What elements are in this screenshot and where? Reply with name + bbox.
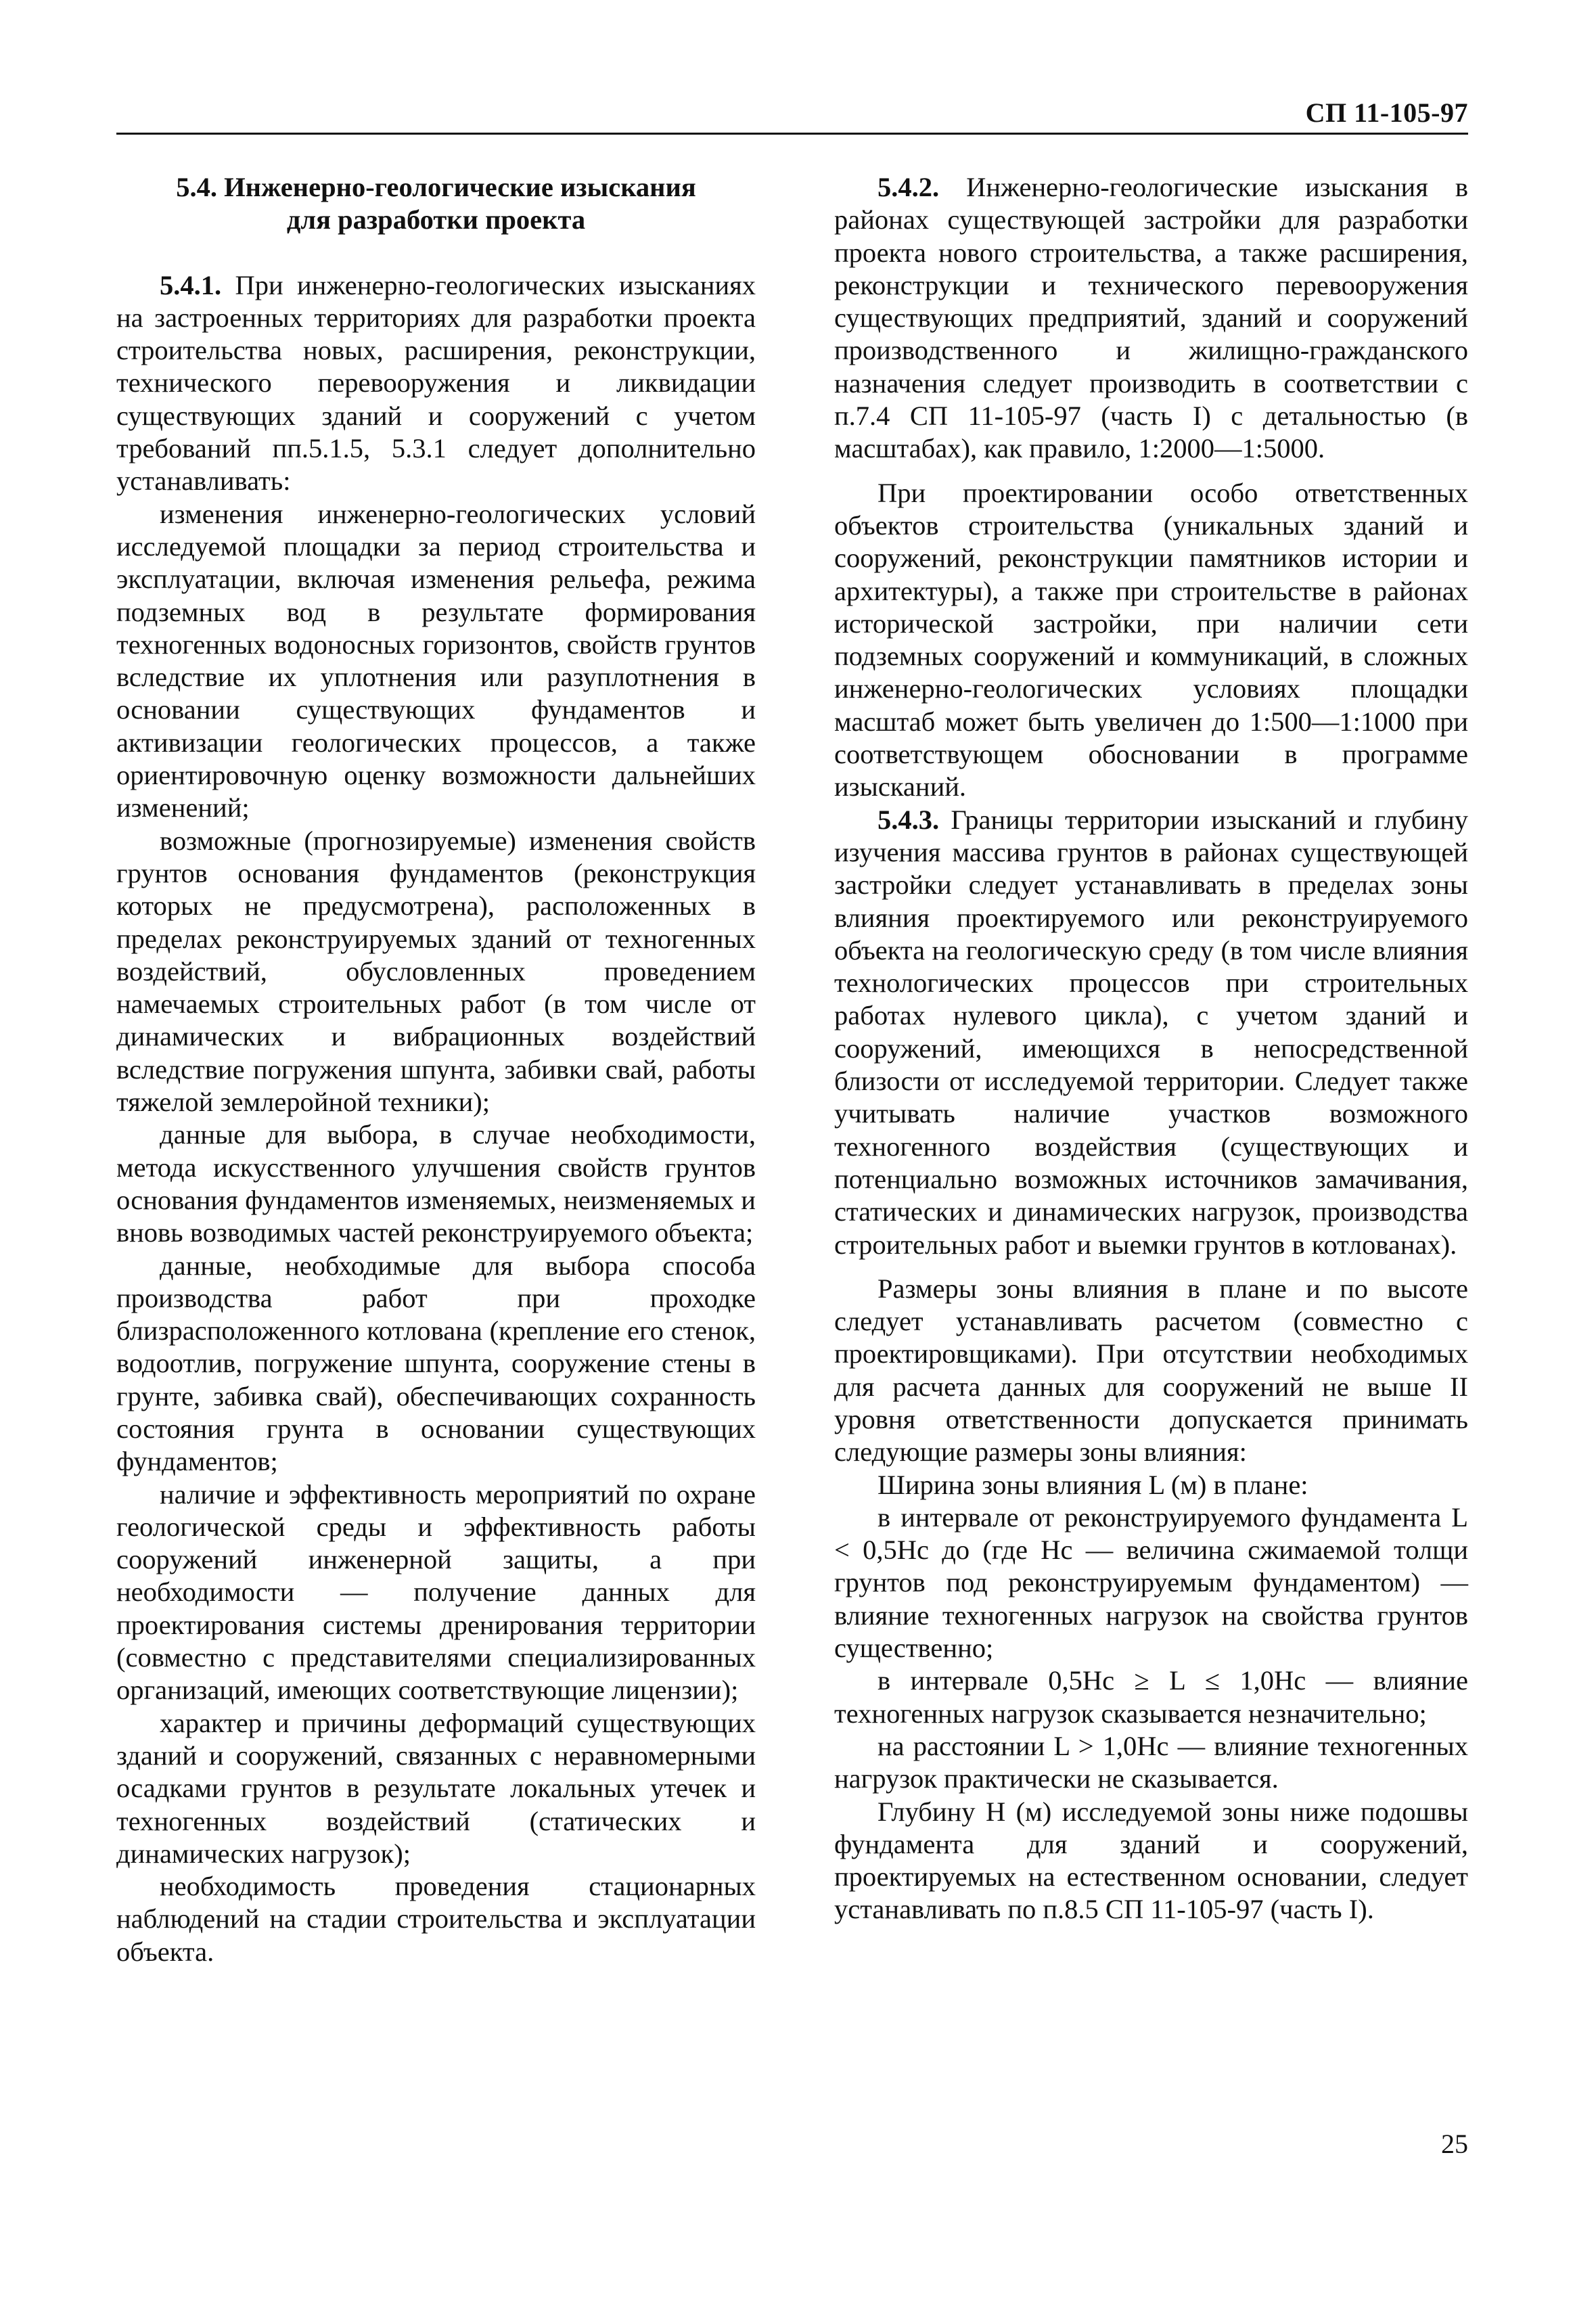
section-heading-line-1: 5.4. Инженерно-геологические изыскания [176,172,696,202]
clause-number: 5.4.1. [160,269,222,300]
right-column [834,171,1468,1926]
list-item-deformation-causes: характер и причины деформаций существующих зданий и сооружений, связанных с неравномерными осадками грунтов в результате локальных утечек и техногенных воздействий (статических и динамических нагрузок); [116,1707,756,1869]
clause-number: 5.4.3. [877,804,940,835]
list-item-excavation-method-data: данные, необходимые для выбора способа производства работ при проходке близрасположенного котлована (крепление его стенок, водоотлив, погружение шпунта, сооружение стены в грунте, забивка свай), обеспечивающих сохранность состояния грунта в основании существующих фундаментов; [116,1250,756,1477]
list-item-soil-property-changes: возможные (прогнозируемые) изменения свойств грунтов основания фундаментов (реконструкция которых не предусмотрена), расположенных в пределах реконструируемых зданий от техногенных воздействий, обусловленных проведением намечаемых строительных работ (в том числе от динамических и вибрационных воздействий вследствие погружения шпунта, забивки свай, работы тяжелой землеройной техники); [116,825,756,1118]
clause-number: 5.4.2. [877,172,940,202]
paragraph-5-4-2 [834,171,1468,466]
paragraph-interval-minor: в интервале 0,5Hc ≥ L ≤ 1,0Hc — влияние техногенных нагрузок сказывается незначительно; [834,1665,1468,1729]
list-item-conditions-changes: изменения инженерно-геологических условий исследуемой площадки за период строительства и эксплуатации, включая изменения рельефа, режима подземных вод в результате формирования техногенных водоносных горизонтов, свойств грунтов вследствие их уплотнения или разуплотнения в основании существующих фундаментов и активизации геологических процессов, а также ориентировочную оценку возможности дальнейших изменений; [116,498,756,823]
paragraph-5-4-3 [834,804,1468,1261]
paragraph-influence-zone-size: Размеры зоны влияния в плане и по высоте следует устанавливать расчетом (совместно с проектировщиками). При отсутствии необходимых для расчета данных для сооружений не выше II уровня ответственности допускается принимать следующие размеры зоны влияния: [834,1273,1468,1468]
paragraph-text: Инженерно-геологические изыскания в районах существующей застройки для разработки проекта нового строительства, а также расширения, реконструкции и технического перевооружения существующих предприятий, зданий и сооружений производственного и жилищно-гражданского назначения следует производить в соответствии с п.7.4 СП 11-105-97 (часть I) с детальностью (в масштабах), как правило, 1:2000—1:5000. [834,172,1468,464]
list-item-protection-measures: наличие и эффективность мероприятий по охране геологической среды и эффективность работы сооружений инженерной защиты, а при необходимости — получение данных для проектирования системы дренирования территории (совместно с представителями специализированных организаций, имеющих соответствующие лицензии); [116,1478,756,1706]
header-rule [116,133,1468,135]
section-heading [116,171,756,237]
left-column [116,171,756,1968]
paragraph-special-objects: При проектировании особо ответственных объектов строительства (уникальных зданий и сооружений, реконструкции памятников истории и архитектуры), а также при строительстве в районах исторической застройки, при наличии сети подземных сооружений и коммуникаций, в сложных инженерно-геологических условиях площадки масштаб может быть увеличен до 1:500—1:1000 при соответствующем обосновании в программе изысканий. [834,477,1468,802]
paragraph-text: При инженерно-геологических изысканиях на застроенных территориях для разработки проекта строительства новых, расширения, реконструкции, технического перевооружения и ликвидации существующих зданий и сооружений с учетом требований пп.5.1.5, 5.3.1 следует дополнительно устанавливать: [116,269,756,497]
list-item-monitoring-need: необходимость проведения стационарных наблюдений на стадии строительства и эксплуатации объекта. [116,1871,756,1967]
paragraph-zone-depth: Глубину H (м) исследуемой зоны ниже подошвы фундамента для зданий и сооружений, проектируемых на естественном основании, следует устанавливать по п.8.5 СП 11-105-97 (часть I). [834,1796,1468,1925]
page-number: 25 [1441,2129,1468,2159]
paragraph-text: Границы территории изысканий и глубину изучения массива грунтов в районах существующей застройки следует устанавливать в пределах зоны влияния проектируемого или реконструируемого объекта на геологическую среду (в том числе влияния технологических процессов при строительных работах нулевого цикла), с учетом зданий и сооружений, имеющихся в непосредственной близости от исследуемой территории. Следует также учитывать наличие участков возможного техногенного воздействия (существующих и потенциально возможных источников замачивания, статических и динамических нагрузок, производства строительных работ и выемки грунтов в котлованах). [834,804,1468,1260]
list-item-improvement-method-data: данные для выбора, в случае необходимости, метода искусственного улучшения свойств грунтов основания фундаментов изменяемых, неизменяемых и вновь возводимых частей реконструируемого объекта; [116,1119,756,1248]
paragraph-5-4-1 [116,269,756,498]
paragraph-influence-width: Ширина зоны влияния L (м) в плане: [877,1469,1308,1500]
paragraph-interval-significant: в интервале от реконструируемого фундамента L < 0,5Hc до (где Hc — величина сжимаемой толщи грунтов под реконструируемым фундаментом) — влияние техногенных нагрузок на свойства грунтов существенно; [834,1501,1468,1664]
paragraph-distance-none: на расстоянии L > 1,0Hc — влияние техногенных нагрузок практически не сказывается. [834,1730,1468,1794]
section-heading-line-2: для разработки проекта [286,204,586,235]
document-code: СП 11-105-97 [1305,97,1468,128]
